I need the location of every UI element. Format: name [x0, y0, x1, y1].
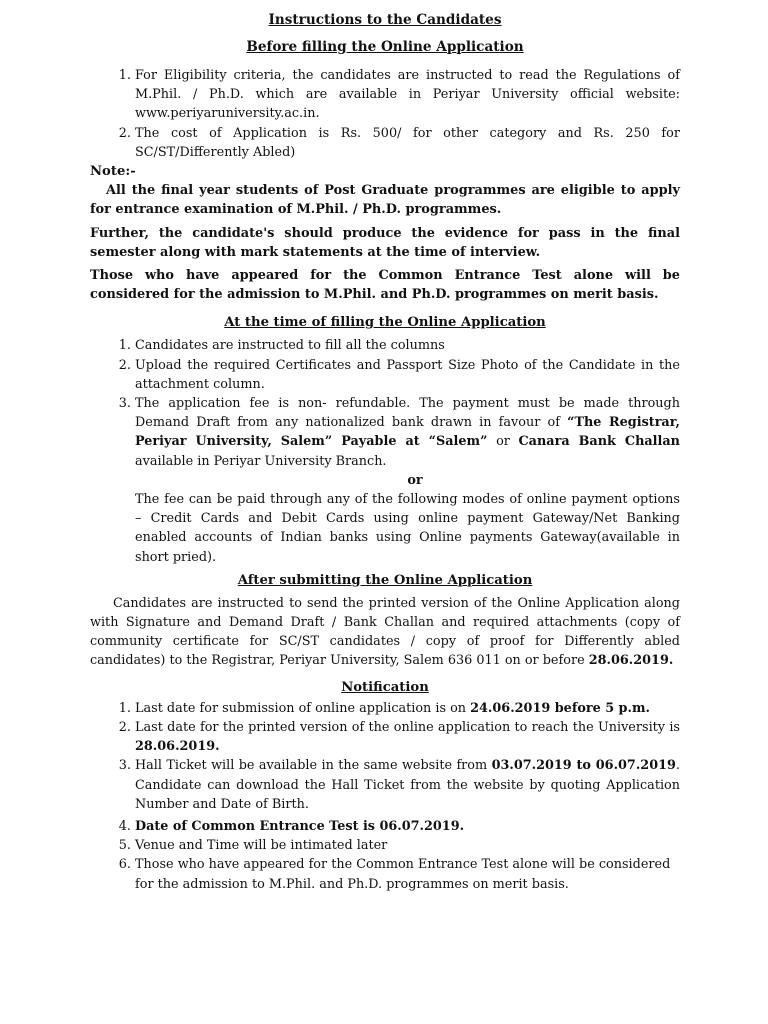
payee-name: “The Registrar, Periyar University, Salem” Payable at “Salem”	[135, 415, 680, 450]
item-text: Hall Ticket will be available in the same website from	[135, 758, 492, 774]
section-heading-after-submitting: After submitting the Online Application	[237, 572, 533, 588]
payment-text: available in Periyar University Branch.	[135, 453, 387, 469]
item-date: Date of Common Entrance Test is 06.07.2019.	[135, 818, 465, 834]
list-item: 2. The cost of Application is Rs. 500/ for other category and Rs. 250 for SC/ST/Differently Abled)	[135, 124, 680, 162]
section-heading-at-filling: At the time of filling the Online Application	[224, 315, 546, 331]
item-text: Last date for submission of online application is on	[135, 700, 471, 716]
online-payment-paragraph: The fee can be paid through any of the following modes of online payment options – Credit Cards and Debit Cards using online payment Gateway/Net Banking enabled accounts of Indian banks using Online payments Gateway(available in short pried).	[135, 492, 680, 565]
payment-text: The application fee is non- refundable. The payment must be made through Demand Draft from any nationalized bank drawn in favour of	[135, 396, 680, 431]
list-item	[135, 756, 680, 814]
list-item	[135, 718, 680, 756]
list-item: 1. For Eligibility criteria, the candidates are instructed to read the Regulations of M.Phil. / Ph.D. which are available in Periyar University official website: www.periyaruniversity.ac.in.	[135, 66, 680, 124]
item-date: 28.06.2019.	[135, 739, 220, 755]
list-item	[135, 817, 680, 836]
notification-list	[90, 699, 680, 894]
item-date: 24.06.2019 before 5 p.m.	[470, 700, 650, 716]
item-text: Those who have appeared for the Common Entrance Test alone will be considered for the admission to M.Phil. and Ph.D. programmes on merit basis.	[135, 857, 671, 892]
note-paragraph: Those who have appeared for the Common Entrance Test alone will be considered for the admission to M.Phil. and Ph.D. programmes on merit basis.	[90, 268, 680, 303]
item-date: 03.07.2019 to 06.07.2019	[491, 758, 676, 774]
or-separator: or	[407, 472, 423, 488]
list-item: 2. Upload the required Certificates and Passport Size Photo of the Candidate in the attachment column.	[135, 356, 680, 394]
note-paragraph: Further, the candidate's should produce the evidence for pass in the final semester along with mark statements at the time of interview.	[90, 225, 680, 260]
item-text: Last date for the printed version of the online application to reach the University is	[135, 719, 680, 735]
note-paragraph: All the final year students of Post Graduate programmes are eligible to apply for entrance examination of M.Phil. / Ph.D. programmes.	[90, 183, 680, 218]
list-item-payment	[135, 394, 680, 471]
list-item	[135, 855, 680, 893]
submission-paragraph	[90, 594, 680, 671]
list-item	[135, 836, 680, 855]
item-text: Venue and Time will be intimated later	[135, 838, 388, 854]
filling-instructions-list	[90, 336, 680, 470]
eligibility-list	[90, 66, 680, 162]
list-item: 1. Candidates are instructed to fill all the columns	[135, 336, 680, 355]
note-label: Note:-	[90, 164, 136, 180]
page-title: Instructions to the Candidates	[268, 12, 502, 28]
section-heading-notification: Notification	[341, 679, 429, 695]
list-item	[135, 699, 680, 718]
payment-text: or	[487, 434, 519, 450]
submission-text: Candidates are instructed to send the printed version of the Online Application along with Signature and Demand Draft / Bank Challan and required attachments (copy of community certificate for SC/ST candidates / copy of proof for Differently abled candidates) to the Registrar, Periyar University, Salem 636 011 on or before	[90, 595, 680, 669]
item-text: . Candidate can download the Hall Ticket from the website by quoting Application Number and Date of Birth.	[135, 758, 680, 812]
section-heading-before-filling: Before filling the Online Application	[246, 39, 524, 55]
submission-date: 28.06.2019.	[588, 653, 674, 669]
challan-name: Canara Bank Challan	[518, 434, 680, 450]
